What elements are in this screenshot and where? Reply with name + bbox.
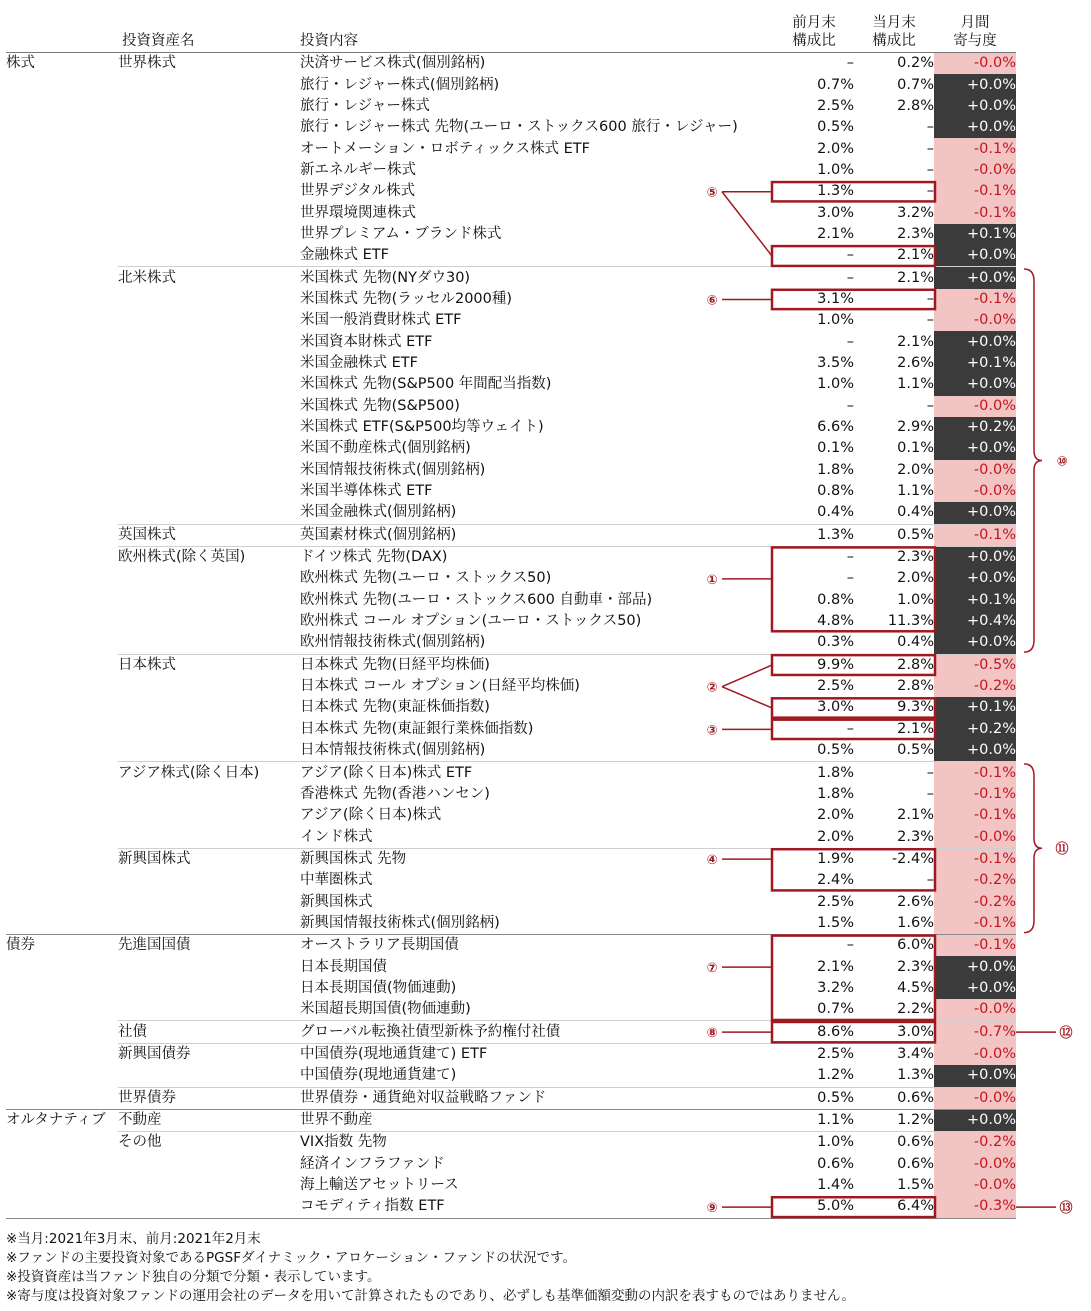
contribution-cell: -0.5% (934, 654, 1016, 676)
contribution-cell: +0.0% (934, 74, 1016, 95)
contribution-cell: +0.4% (934, 611, 1016, 632)
content-cell: 日本長期国債 (300, 958, 387, 975)
contribution-cell: +0.0% (934, 956, 1016, 977)
content-cell: 米国株式 先物(S&P500) (300, 397, 460, 414)
contribution-cell: +0.0% (934, 568, 1016, 589)
category-cell: オルタナティブ (6, 1109, 118, 1131)
content-cell: 中国債券(現地通貨建て) (300, 1067, 457, 1084)
contribution-cell: +0.0% (934, 502, 1016, 524)
content-cell: グローバル転換社債型新株予約権付社債 (300, 1021, 774, 1043)
prev-ratio-cell: 5.0% (774, 1196, 854, 1218)
content-cell: 米国情報技術株式(個別銘柄) (300, 461, 486, 478)
contribution-cell: -0.2% (934, 870, 1016, 891)
content-cell: 米国半導体株式 ETF (300, 483, 433, 500)
contribution-cell: +0.0% (934, 374, 1016, 395)
cur-ratio-cell: – (926, 397, 934, 414)
prev-ratio-cell: 1.1% (774, 1109, 854, 1131)
content-cell: 世界デジタル株式 (300, 183, 416, 200)
cur-ratio-cell: 2.0% (897, 461, 934, 478)
contribution-cell: -0.0% (934, 481, 1016, 502)
cur-ratio-cell: 0.4% (897, 634, 934, 651)
cur-ratio-cell: 1.1% (897, 376, 934, 393)
prev-ratio-cell: 1.0% (774, 1132, 854, 1154)
header-prev-line2: 構成比 (792, 33, 836, 49)
contribution-cell: +0.0% (934, 245, 1016, 267)
contribution-cell: +0.0% (934, 546, 1016, 568)
annotation-badge: ⑬ (1059, 1201, 1073, 1217)
prev-ratio-cell: 3.0% (817, 204, 854, 221)
cur-ratio-cell: 3.2% (897, 204, 934, 221)
prev-ratio-cell: 0.8% (817, 483, 854, 500)
contribution-cell: +0.0% (934, 978, 1016, 999)
cur-ratio-cell: 0.7% (897, 76, 934, 93)
prev-ratio-cell: 1.8% (817, 785, 854, 802)
highlight-box (772, 936, 935, 1020)
brace (1024, 764, 1042, 933)
content-cell: 新興国株式 先物 (300, 848, 774, 870)
highlight-box (772, 849, 935, 890)
prev-ratio-cell: – (846, 247, 854, 264)
prev-ratio-cell: 1.8% (774, 762, 854, 784)
contribution-cell: -0.0% (934, 460, 1016, 481)
asset-name-cell: 世界株式 (118, 55, 176, 72)
cur-ratio-cell: 2.1% (897, 720, 934, 737)
contribution-cell: -0.3% (934, 1196, 1016, 1218)
content-cell: 日本株式 先物(日経平均株価) (300, 654, 774, 676)
cur-ratio-cell: 2.9% (897, 419, 934, 436)
contribution-cell: -0.1% (934, 524, 1016, 546)
prev-ratio-cell: 2.5% (774, 1043, 854, 1065)
cur-ratio-cell: – (926, 183, 934, 200)
contribution-cell: -0.2% (934, 891, 1016, 912)
content-cell: インド株式 (300, 828, 373, 845)
contribution-cell: -0.0% (934, 1087, 1016, 1109)
header-contrib-line1: 月間 (960, 15, 990, 31)
contribution-cell: +0.0% (934, 331, 1016, 352)
cur-ratio-cell: 2.6% (897, 354, 934, 371)
contribution-cell: +0.0% (934, 267, 1016, 289)
prev-ratio-cell: 6.6% (817, 419, 854, 436)
content-cell: 日本株式 先物(東証株価指数) (300, 699, 490, 716)
note: ※投資資産は当ファンド独自の分類で分類・表示しています。 (6, 1269, 381, 1285)
contribution-cell: +0.0% (934, 740, 1016, 762)
prev-ratio-cell: 0.5% (817, 119, 854, 136)
prev-ratio-cell: 2.4% (817, 872, 854, 889)
cur-ratio-cell: 2.3% (897, 828, 934, 845)
content-cell: 世界プレミアム・ブランド株式 (300, 225, 502, 242)
content-cell: 世界債券・通貨絶対収益戦略ファンド (300, 1087, 774, 1109)
header-cur-line2: 構成比 (872, 33, 916, 49)
cur-ratio-cell: 0.1% (897, 440, 934, 457)
header-content: 投資内容 (300, 0, 774, 53)
cur-ratio-cell: 2.3% (897, 958, 934, 975)
content-cell: 米国金融株式(個別銘柄) (300, 504, 457, 521)
content-cell: 日本株式 先物(東証銀行業株価指数) (300, 720, 534, 737)
content-cell: 英国素材株式(個別銘柄) (300, 524, 774, 546)
cur-ratio-cell: 0.5% (897, 742, 934, 759)
cur-ratio-cell: 1.1% (897, 483, 934, 500)
content-cell: 旅行・レジャー株式 先物(ユーロ・ストックス600 旅行・レジャー) (300, 119, 738, 136)
contribution-cell: -0.1% (934, 784, 1016, 805)
asset-name-cell: 不動産 (118, 1109, 300, 1131)
content-cell: 欧州株式 コール オプション(ユーロ・ストックス50) (300, 613, 642, 630)
prev-ratio-cell: – (774, 546, 854, 568)
content-cell: 中華圏株式 (300, 872, 373, 889)
asset-name-cell: 英国株式 (118, 524, 300, 546)
highlight-box (772, 547, 935, 631)
annotation-badge: ⑧ (706, 1026, 718, 1042)
contribution-cell: +0.0% (934, 96, 1016, 117)
content-cell: 新エネルギー株式 (300, 161, 416, 178)
asset-name-cell: 欧州株式(除く英国) (118, 546, 300, 568)
prev-ratio-cell: 4.8% (817, 613, 854, 630)
cur-ratio-cell: 2.8% (854, 654, 934, 676)
prev-ratio-cell: 0.1% (817, 440, 854, 457)
asset-name-cell: 北米株式 (118, 267, 300, 289)
prev-ratio-cell: 0.3% (817, 634, 854, 651)
prev-ratio-cell: 0.7% (817, 1001, 854, 1018)
prev-ratio-cell: 2.0% (817, 140, 854, 157)
asset-name-cell: 日本株式 (118, 654, 300, 676)
prev-ratio-cell: 2.5% (817, 678, 854, 695)
contribution-cell: -0.0% (934, 310, 1016, 331)
contribution-cell: +0.0% (934, 1109, 1016, 1131)
annotation-badge: ⑥ (706, 293, 718, 309)
header-contrib-line2: 寄与度 (953, 33, 997, 49)
cur-ratio-cell: 2.1% (854, 267, 934, 289)
prev-ratio-cell: 1.9% (774, 848, 854, 870)
prev-ratio-cell: 2.5% (817, 97, 854, 114)
cur-ratio-cell: 1.0% (897, 591, 934, 608)
content-cell: 欧州株式 先物(ユーロ・ストックス600 自動車・部品) (300, 591, 653, 608)
prev-ratio-cell: 9.9% (774, 654, 854, 676)
annotation-badge: ⑨ (706, 1201, 718, 1217)
contribution-cell: -0.1% (934, 762, 1016, 784)
category-cell: 株式 (6, 55, 35, 72)
content-cell: 世界環境関連株式 (300, 204, 416, 221)
contribution-cell: +0.0% (934, 1065, 1016, 1087)
note: ※当月:2021年3月末、前月:2021年2月末 (6, 1231, 261, 1247)
annotation-badge: ② (706, 680, 718, 696)
contribution-cell: -0.1% (934, 181, 1016, 202)
annotation-badge: ③ (706, 723, 718, 739)
cur-ratio-cell: 2.8% (897, 97, 934, 114)
contribution-cell: -0.0% (934, 999, 1016, 1021)
content-cell: 経済インフラファンド (300, 1155, 445, 1172)
highlight-box (772, 290, 935, 309)
cur-ratio-cell: 2.1% (897, 247, 934, 264)
cur-ratio-cell: – (926, 119, 934, 136)
cur-ratio-cell: 2.0% (897, 570, 934, 587)
prev-ratio-cell: 3.5% (817, 354, 854, 371)
contribution-cell: -0.0% (934, 1043, 1016, 1065)
content-cell: オーストラリア長期国債 (300, 935, 774, 957)
asset-name-cell: 先進国国債 (118, 935, 300, 957)
prev-ratio-cell: – (846, 333, 854, 350)
prev-ratio-cell: 1.3% (817, 183, 854, 200)
prev-ratio-cell: 1.3% (774, 524, 854, 546)
contribution-cell: -0.1% (934, 848, 1016, 870)
cur-ratio-cell: 9.3% (897, 699, 934, 716)
footnotes (6, 1230, 855, 1306)
asset-name-cell: その他 (118, 1132, 300, 1154)
content-cell: 新興国株式 (300, 893, 373, 910)
cur-ratio-cell: 2.8% (897, 678, 934, 695)
content-cell: 世界不動産 (300, 1109, 774, 1131)
content-cell: ドイツ株式 先物(DAX) (300, 546, 774, 568)
contribution-cell: -0.1% (934, 202, 1016, 223)
prev-ratio-cell: 3.1% (817, 290, 854, 307)
cur-ratio-cell: – (926, 785, 934, 802)
prev-ratio-cell: 3.2% (817, 979, 854, 996)
prev-ratio-cell: 0.5% (774, 1087, 854, 1109)
highlight-box (772, 720, 935, 739)
prev-ratio-cell: 1.0% (817, 376, 854, 393)
contribution-cell: -0.7% (934, 1021, 1016, 1043)
prev-ratio-cell: – (846, 720, 854, 737)
cur-ratio-cell: 2.3% (897, 225, 934, 242)
connector-line (722, 665, 772, 687)
content-cell: 新興国情報技術株式(個別銘柄) (300, 914, 500, 931)
contribution-cell: +0.1% (934, 697, 1016, 718)
prev-ratio-cell: 3.0% (817, 699, 854, 716)
cur-ratio-cell: – (926, 290, 934, 307)
content-cell: 米国不動産株式(個別銘柄) (300, 440, 471, 457)
content-cell: オートメーション・ロボティックス株式 ETF (300, 140, 590, 157)
content-cell: 米国資本財株式 ETF (300, 333, 433, 350)
note: ※寄与度は投資対象ファンドの運用会社のデータを用いて計算されたものであり、必ずしも基準価額変動の内訳を表すものではありません。 (6, 1288, 855, 1304)
prev-ratio-cell: – (846, 55, 854, 72)
contribution-cell: +0.2% (934, 417, 1016, 438)
annotation-badge: ⑦ (706, 961, 718, 977)
contribution-cell: -0.0% (934, 53, 1016, 75)
prev-ratio-cell: 2.0% (817, 828, 854, 845)
annotation-badge: ① (706, 572, 718, 588)
cur-ratio-cell: 6.0% (854, 935, 934, 957)
contribution-cell: +0.1% (934, 353, 1016, 374)
content-cell: VIX指数 先物 (300, 1132, 774, 1154)
connector-line (722, 687, 772, 708)
cur-ratio-cell: 1.5% (897, 1177, 934, 1194)
content-cell: コモディティ指数 ETF (300, 1196, 774, 1218)
content-cell: 米国株式 ETF(S&P500均等ウェイト) (300, 419, 544, 436)
cur-ratio-cell: 11.3% (887, 613, 934, 630)
brace (1024, 269, 1042, 652)
asset-name-cell: 社債 (118, 1021, 300, 1043)
cur-ratio-cell: 0.5% (854, 524, 934, 546)
contribution-cell: +0.0% (934, 117, 1016, 138)
contribution-cell: +0.0% (934, 438, 1016, 459)
asset-name-cell: 新興国債券 (118, 1043, 300, 1065)
cur-ratio-cell: 3.4% (854, 1043, 934, 1065)
content-cell: 金融株式 ETF (300, 247, 389, 264)
cur-ratio-cell: 2.2% (897, 1001, 934, 1018)
asset-name-cell: 新興国株式 (118, 848, 300, 870)
annotation-badge: ⑤ (706, 185, 718, 201)
contribution-cell: +0.0% (934, 632, 1016, 654)
content-cell: 米国株式 先物(S&P500 年間配当指数) (300, 376, 552, 393)
contribution-cell: -0.1% (934, 913, 1016, 935)
prev-ratio-cell: 0.8% (817, 591, 854, 608)
annotation-badge: ⑫ (1059, 1026, 1073, 1042)
prev-ratio-cell: 8.6% (774, 1021, 854, 1043)
prev-ratio-cell: 1.8% (817, 461, 854, 478)
prev-ratio-cell: 1.4% (817, 1177, 854, 1194)
prev-ratio-cell: – (774, 267, 854, 289)
cur-ratio-cell: – (926, 312, 934, 329)
cur-ratio-cell: 1.2% (854, 1109, 934, 1131)
content-cell: 旅行・レジャー株式 (300, 97, 430, 114)
prev-ratio-cell: – (774, 935, 854, 957)
contribution-cell: -0.0% (934, 396, 1016, 417)
contribution-cell: -0.1% (934, 289, 1016, 310)
content-cell: 欧州情報技術株式(個別銘柄) (300, 634, 486, 651)
contribution-cell: -0.1% (934, 138, 1016, 159)
cur-ratio-cell: 0.6% (854, 1132, 934, 1154)
cur-ratio-cell: – (926, 872, 934, 889)
highlight-box (772, 246, 935, 266)
contribution-cell: +0.2% (934, 719, 1016, 740)
prev-ratio-cell: 2.5% (817, 893, 854, 910)
annotation-badge: ④ (706, 853, 718, 869)
content-cell: 日本株式 コール オプション(日経平均株価) (300, 678, 580, 695)
content-cell: 米国一般消費財株式 ETF (300, 312, 462, 329)
contribution-cell: -0.2% (934, 676, 1016, 697)
content-cell: 欧州株式 先物(ユーロ・ストックス50) (300, 570, 552, 587)
prev-ratio-cell: 2.0% (817, 807, 854, 824)
cur-ratio-cell: 2.3% (854, 546, 934, 568)
cur-ratio-cell: – (854, 762, 934, 784)
annotation-badge: ⑪ (1055, 842, 1069, 858)
prev-ratio-cell: 2.1% (817, 225, 854, 242)
content-cell: 中国債券(現地通貨建て) ETF (300, 1043, 774, 1065)
contribution-cell: -0.1% (934, 935, 1016, 957)
category-cell: 債券 (6, 935, 118, 957)
note: ※ファンドの主要投資対象であるPGSFダイナミック・アロケーション・ファンドの状況です。 (6, 1250, 577, 1266)
contribution-cell: -0.2% (934, 1132, 1016, 1154)
prev-ratio-cell: 0.4% (817, 504, 854, 521)
prev-ratio-cell: 1.5% (817, 914, 854, 931)
content-cell: 米国超長期国債(物価連動) (300, 1001, 471, 1018)
prev-ratio-cell: 2.1% (817, 958, 854, 975)
highlight-box (772, 655, 935, 675)
contribution-cell: +0.1% (934, 224, 1016, 245)
prev-ratio-cell: – (846, 397, 854, 414)
contribution-cell: +0.1% (934, 590, 1016, 611)
cur-ratio-cell: 0.4% (897, 504, 934, 521)
contribution-cell: -0.0% (934, 1154, 1016, 1175)
content-cell: 日本長期国債(物価連動) (300, 979, 457, 996)
prev-ratio-cell: 1.0% (817, 312, 854, 329)
content-cell: 海上輸送アセットリース (300, 1177, 459, 1194)
cur-ratio-cell: 6.4% (854, 1196, 934, 1218)
cur-ratio-cell: 3.0% (854, 1021, 934, 1043)
content-cell: アジア(除く日本)株式 ETF (300, 762, 774, 784)
content-cell: 米国株式 先物(ラッセル2000種) (300, 290, 513, 307)
contribution-cell: -0.0% (934, 826, 1016, 848)
highlight-box (772, 1022, 935, 1042)
content-cell: 旅行・レジャー株式(個別銘柄) (300, 76, 500, 93)
contribution-cell: -0.0% (934, 160, 1016, 181)
content-cell: 日本情報技術株式(個別銘柄) (300, 742, 486, 759)
contribution-cell: -0.0% (934, 1175, 1016, 1196)
annotation-badge: ⑩ (1056, 454, 1068, 470)
cur-ratio-cell: – (926, 140, 934, 157)
asset-name-cell: 世界債券 (118, 1087, 300, 1109)
highlight-box (772, 1197, 935, 1217)
header-prev-line1: 前月末 (792, 15, 836, 31)
connector-line (722, 192, 772, 256)
header-cur-line1: 当月末 (872, 15, 916, 31)
content-cell: 米国金融株式 ETF (300, 354, 418, 371)
content-cell: 米国株式 先物(NYダウ30) (300, 267, 774, 289)
content-cell: アジア(除く日本)株式 (300, 807, 442, 824)
prev-ratio-cell: 1.0% (817, 161, 854, 178)
cur-ratio-cell: 1.6% (897, 914, 934, 931)
prev-ratio-cell: 0.5% (817, 742, 854, 759)
contribution-cell: -0.1% (934, 805, 1016, 826)
cur-ratio-cell: 4.5% (897, 979, 934, 996)
prev-ratio-cell: 0.7% (817, 76, 854, 93)
cur-ratio-cell: 0.2% (897, 55, 934, 72)
cur-ratio-cell: 2.1% (897, 807, 934, 824)
cur-ratio-cell: 0.6% (854, 1087, 934, 1109)
content-cell: 決済サービス株式(個別銘柄) (300, 55, 486, 72)
cur-ratio-cell: – (926, 161, 934, 178)
asset-name-cell: アジア株式(除く日本) (118, 762, 300, 784)
highlight-box (772, 698, 935, 717)
cur-ratio-cell: 1.3% (897, 1067, 934, 1084)
highlight-box (772, 182, 935, 201)
cur-ratio-cell: 2.6% (897, 893, 934, 910)
cur-ratio-cell: 2.1% (897, 333, 934, 350)
header-asset-name: 投資資産名 (118, 0, 300, 53)
prev-ratio-cell: 1.2% (817, 1067, 854, 1084)
prev-ratio-cell: – (846, 570, 854, 587)
cur-ratio-cell: -2.4% (854, 848, 934, 870)
cur-ratio-cell: 0.6% (897, 1155, 934, 1172)
content-cell: 香港株式 先物(香港ハンセン) (300, 785, 490, 802)
prev-ratio-cell: 0.6% (817, 1155, 854, 1172)
